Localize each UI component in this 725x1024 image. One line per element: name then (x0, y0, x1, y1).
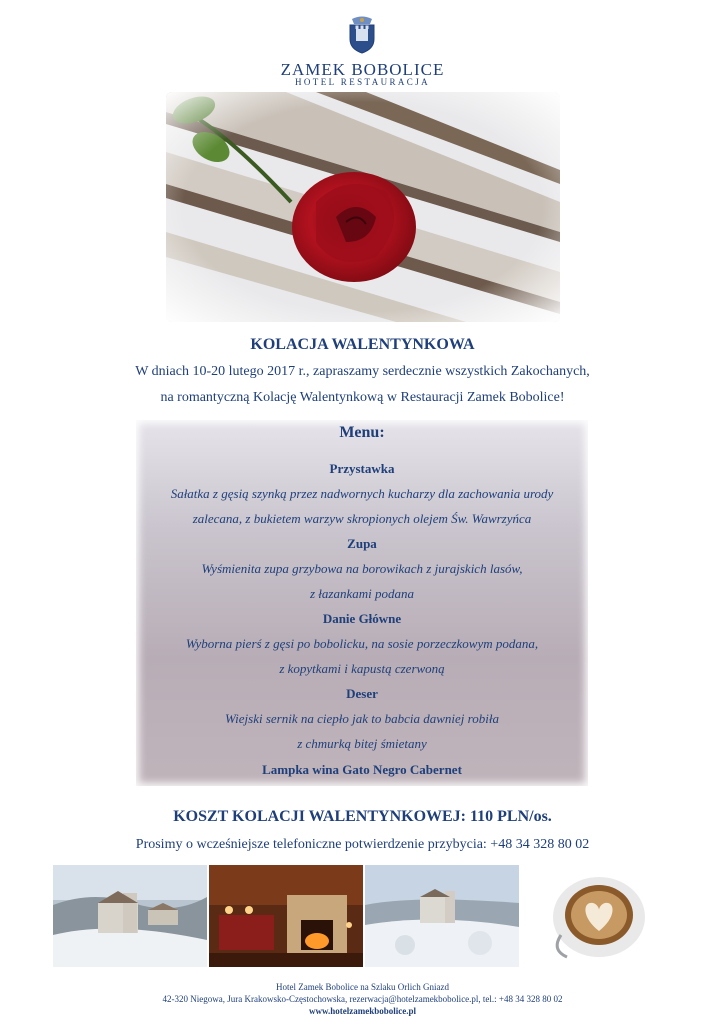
menu-course-description: Sałatka z gęsią szynką przez nadwornych kucharzy dla zachowania urody (170, 486, 554, 501)
menu-course-description: z chmurką bitej śmietany (297, 736, 427, 751)
menu-course-description: z łazankami podana (310, 586, 414, 601)
menu-box (136, 420, 588, 786)
hero-rose-image (166, 92, 560, 322)
footer-hotel-name: Hotel Zamek Bobolice na Szlaku Orlich Gniazd (276, 982, 449, 992)
menu-course-description: Wiejski sernik na ciepło jak to babcia dawniej robiła (225, 711, 499, 726)
price-line: KOSZT KOLACJI WALENTYNKOWEJ: 110 PLN/os. (173, 808, 552, 825)
footer-address: 42-320 Niegowa, Jura Krakowsko-Częstochowska, rezerwacja@hotelzamekbobolice.pl, tel.: +48 34 328 80 02 (162, 994, 563, 1004)
menu-wine: Lampka wina Gato Negro Cabernet (262, 762, 462, 777)
menu-course-description: Wyborna pierś z gęsi po bobolicku, na sosie porzeczkowym podana, (185, 636, 539, 651)
menu-course-heading: Przystawka (329, 461, 395, 476)
footer-website-link[interactable]: www.hotelzamekbobolice.pl (309, 1006, 416, 1016)
castle-in-winter-photo (53, 865, 207, 967)
intro-line-1: W dniach 10-20 lutego 2017 r., zapraszamy serdecznie wszystkich Zakochanych, (135, 364, 590, 379)
photo-strip (53, 865, 678, 967)
restaurant-interior-fireplace-photo (209, 865, 363, 967)
menu-course-heading: Deser (346, 686, 378, 701)
intro-line-2: na romantyczną Kolację Walentynkową w Restauracji Zamek Bobolice! (160, 390, 565, 405)
event-title: KOLACJA WALENTYNKOWA (250, 336, 475, 353)
cappuccino-heart-photo (521, 865, 678, 967)
castle-on-hill-snow-photo (365, 865, 519, 967)
menu-title: Menu: (339, 424, 385, 441)
brand-name: ZAMEK BOBOLICE (280, 60, 445, 79)
castle-crest-icon (346, 15, 378, 55)
brand-subtitle: HOTEL RESTAURACJA (295, 77, 430, 87)
hotel-logo (0, 12, 725, 87)
menu-course-heading: Zupa (347, 536, 377, 551)
menu-course-heading: Danie Główne (322, 611, 402, 626)
menu-course-description: z kopytkami i kapustą czerwoną (279, 661, 445, 676)
menu-course-description: Wyśmienita zupa grzybowa na borowikach z jurajskich lasów, (201, 561, 523, 576)
menu-course-description: zalecana, z bukietem warzyw skropionych olejem Św. Wawrzyńca (192, 511, 532, 526)
confirmation-note: Prosimy o wcześniejsze telefoniczne potwierdzenie przybycia: +48 34 328 80 02 (135, 837, 590, 852)
